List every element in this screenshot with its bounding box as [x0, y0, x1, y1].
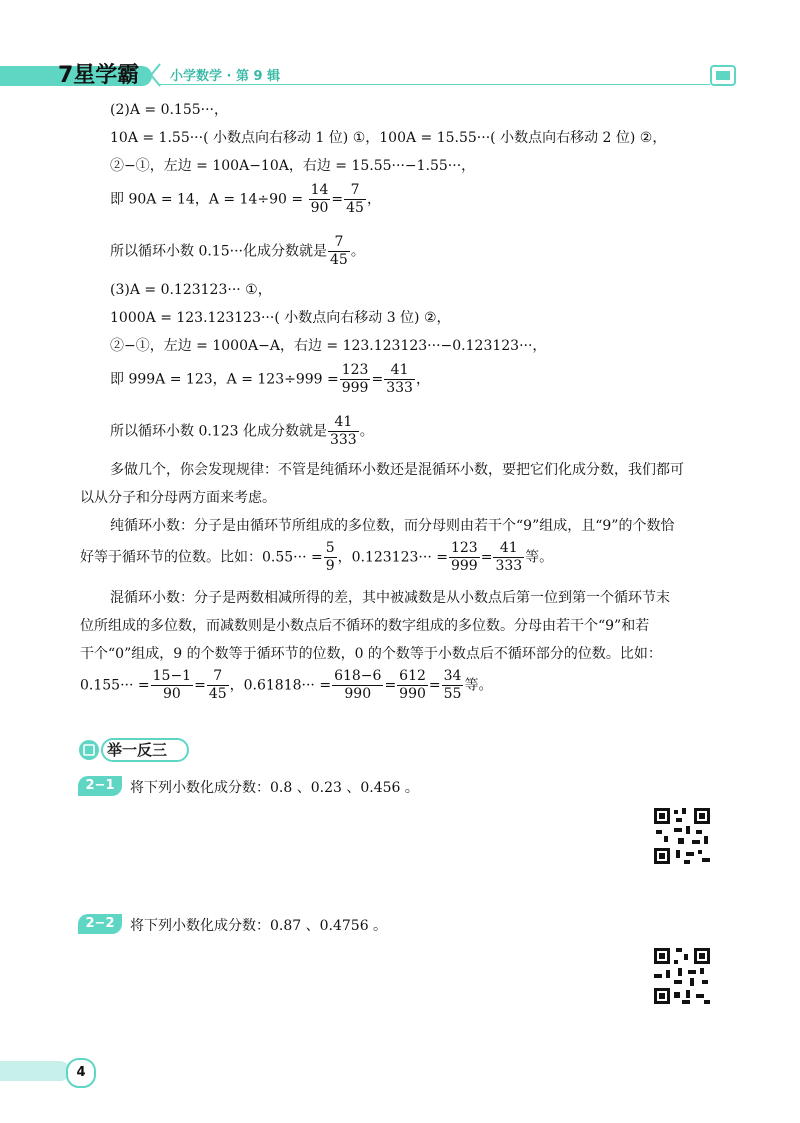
fraction — [309, 182, 331, 217]
paragraph-line: 多做几个，你会发现规律：不管是纯循环小数还是混循环小数，要把它们化成分数，我们都可 — [110, 462, 684, 478]
text: 0.155··· = — [80, 677, 150, 694]
text: = — [384, 677, 397, 694]
text: ，0.61818··· = — [229, 677, 332, 694]
fraction — [340, 362, 371, 397]
text: = — [331, 191, 344, 208]
fraction — [328, 414, 359, 449]
qr-code-icon — [652, 806, 712, 866]
text: = — [371, 371, 384, 388]
text-line: (2)A = 0.155···， — [110, 102, 229, 118]
denominator: 333 — [386, 380, 413, 396]
numerator: 5 — [325, 540, 335, 556]
text: = — [194, 677, 206, 694]
equation-line — [80, 668, 492, 703]
numerator: 612 — [399, 668, 426, 684]
text-line: 10A = 1.55···( 小数点向右移动 1 位) ①，100A = 15.55···( 小数点向右移动 2 位) ②， — [110, 130, 667, 146]
paragraph-line: 混循环小数：分子是两数相减所得的差，其中被减数是从小数点后第一位到第一个循环节末 — [110, 590, 670, 606]
denominator: 990 — [399, 686, 426, 702]
paragraph-line: 纯循环小数：分子是由循环节所组成的多位数，而分母则由若干个“9”组成，且“9”的个数恰 — [110, 518, 675, 534]
paragraph-line: 干个“0”组成，9 的个数等于循环节的位数，0 的个数等于小数点后不循环部分的位数。比如： — [80, 646, 662, 662]
fraction — [324, 540, 337, 575]
fraction — [493, 540, 524, 575]
denominator: 45 — [346, 200, 364, 216]
numerator: 7 — [344, 182, 366, 200]
header-logo: 7星学霸 — [58, 63, 140, 88]
text: 所以循环小数 0.123 化成分数就是 — [110, 423, 327, 440]
exercise-text: 将下列小数化成分数：0.8 、0.23 、0.456 。 — [130, 780, 419, 796]
text: 等。 — [525, 549, 554, 566]
fraction — [397, 668, 428, 703]
footer-band — [0, 1061, 70, 1081]
denominator: 999 — [450, 558, 478, 574]
text: 即 999A = 123，A = 123÷999 = — [110, 371, 339, 388]
text: ， — [366, 191, 381, 208]
text: ， — [415, 371, 430, 388]
denominator: 333 — [495, 558, 523, 574]
equation-line — [80, 540, 553, 575]
denominator: 90 — [310, 200, 329, 216]
qr-code-icon — [652, 946, 712, 1006]
numerator: 618−6 — [334, 668, 382, 684]
exercise-badge: 2−2 — [78, 914, 122, 934]
equation-line — [110, 182, 381, 217]
numerator: 41 — [384, 362, 415, 380]
denominator: 990 — [344, 686, 372, 702]
denominator: 999 — [341, 380, 369, 396]
exercise-text: 将下列小数化成分数：0.87 、0.4756 。 — [130, 918, 388, 934]
denominator: 90 — [162, 686, 181, 702]
text-line: (3)A = 0.123123··· ①， — [110, 282, 272, 298]
denominator: 55 — [443, 686, 462, 702]
fraction — [449, 540, 480, 575]
numerator: 41 — [328, 414, 359, 432]
numerator: 7 — [328, 234, 350, 252]
denominator: 9 — [325, 558, 335, 574]
text: ，0.123123··· = — [337, 549, 448, 566]
text-line: ②−①，左边 = 100A−10A，右边 = 15.55···−1.55···， — [110, 158, 476, 174]
text: = — [480, 549, 493, 566]
fraction — [328, 234, 350, 269]
numerator: 15−1 — [152, 668, 192, 684]
header-series-title: 小学数学 · 第 9 辑 — [170, 69, 281, 84]
text: 。 — [350, 243, 365, 260]
fraction — [332, 668, 383, 703]
equation-line — [110, 234, 365, 269]
denominator: 45 — [208, 686, 227, 702]
numerator: 34 — [443, 668, 462, 684]
paragraph-line: 以从分子和分母两方面来考虑。 — [80, 490, 276, 506]
numerator: 14 — [310, 182, 329, 198]
exercise-badge: 2−1 — [78, 776, 122, 796]
paragraph-line: 位所组成的多位数，而减数则是小数点后不循环的数字组成的多位数。分母由若干个“9”和若 — [80, 618, 650, 634]
equation-line — [110, 362, 430, 397]
denominator: 45 — [329, 252, 348, 268]
text: = — [428, 677, 441, 694]
denominator: 333 — [329, 432, 357, 448]
text: 即 90A = 14，A = 14÷90 = — [110, 191, 304, 208]
text-line: ②−①，左边 = 1000A−A，右边 = 123.123123···−0.123123···， — [110, 338, 547, 354]
section-title: 举一反三 — [107, 741, 168, 759]
equation-line — [110, 414, 374, 449]
header-divider — [160, 84, 710, 85]
fraction — [384, 362, 415, 397]
fraction — [207, 668, 229, 703]
text: 所以循环小数 0.15···化成分数就是 — [110, 243, 327, 260]
page-number: 4 — [66, 1058, 96, 1088]
fraction — [442, 668, 464, 703]
book-icon — [708, 62, 738, 88]
fraction — [151, 668, 193, 703]
numerator: 41 — [493, 540, 524, 558]
numerator: 123 — [450, 540, 478, 556]
numerator: 7 — [207, 668, 229, 686]
numerator: 123 — [341, 362, 369, 378]
fraction — [344, 182, 366, 217]
text: 好等于循环节的位数。比如：0.55··· = — [80, 549, 323, 566]
text: 等。 — [464, 677, 493, 694]
text: 。 — [359, 423, 374, 440]
text-line: 1000A = 123.123123···( 小数点向右移动 3 位) ②， — [110, 310, 451, 326]
